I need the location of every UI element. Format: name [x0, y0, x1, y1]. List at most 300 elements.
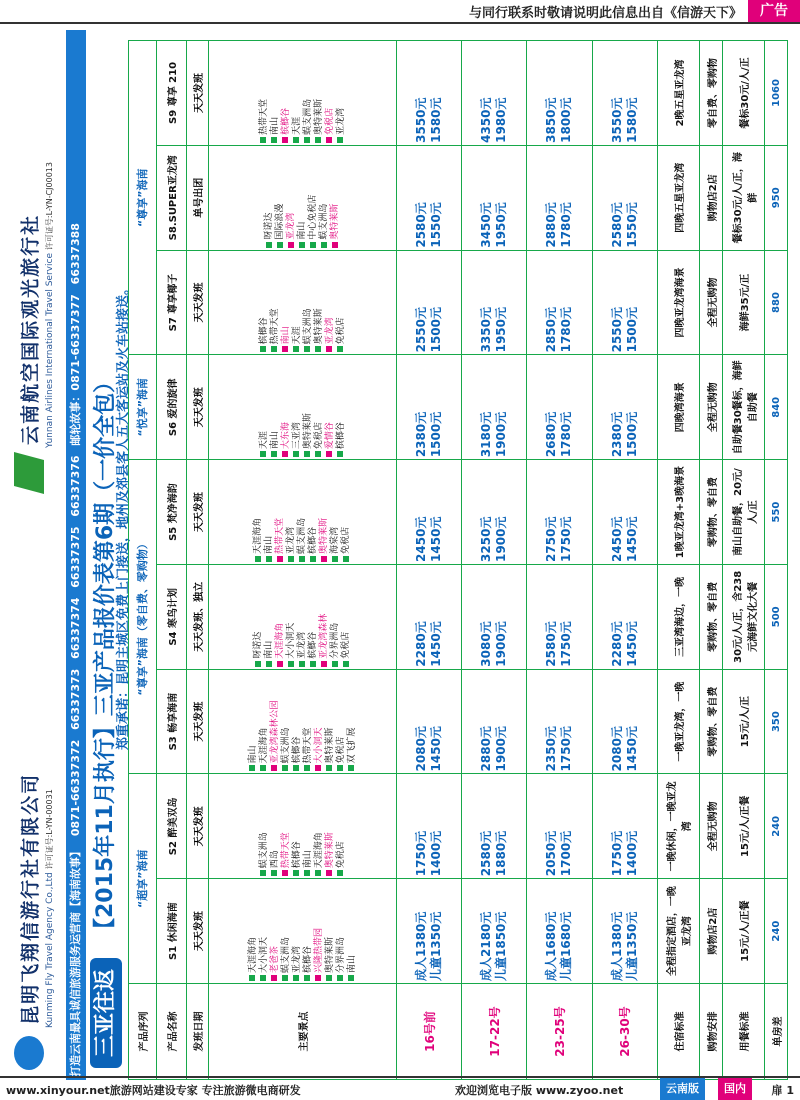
attraction-label: 亚龙湾 [291, 945, 302, 973]
single-cell: 240 [765, 879, 788, 984]
price-value: 1450元 [624, 726, 639, 772]
bullet-icon [288, 556, 294, 562]
price-value: 1750元 [559, 516, 574, 562]
meal-cell: 15元/人/正餐 [722, 774, 765, 879]
price-value: 1450元 [624, 621, 639, 667]
hotel-cell: 四晚亚龙湾海景 [657, 250, 700, 355]
attraction-label: 南山 [280, 326, 291, 345]
price-cell [462, 460, 527, 565]
attraction-item [330, 567, 341, 667]
attractions-cell [209, 41, 397, 146]
attraction-label: 海棠湾 [330, 526, 341, 554]
bullet-icon [337, 870, 343, 876]
price-value: 1400元 [624, 830, 639, 877]
attraction-item [303, 43, 314, 143]
price-row [397, 41, 462, 1080]
bullet-icon [326, 870, 332, 876]
date-label: 17-22号 [462, 984, 527, 1080]
product-name: S9 尊享 210 [156, 41, 186, 146]
agency-b [14, 50, 62, 490]
attraction-item [297, 462, 308, 562]
price-value: 1900元 [494, 726, 509, 772]
product-name: S5 梵净海韵 [156, 460, 186, 565]
price-cell [462, 250, 527, 355]
price-value: 3450元 [479, 202, 494, 248]
attraction-item [292, 776, 303, 876]
bullet-icon [321, 556, 327, 562]
price-value: 儿童1350元 [624, 911, 639, 981]
attraction-label: 奥特莱斯 [330, 203, 341, 240]
price-value: 1980元 [494, 97, 509, 143]
attraction-item [270, 776, 281, 876]
attraction-item [281, 776, 292, 876]
bullet-icon [266, 242, 272, 248]
attraction-item [253, 567, 264, 667]
attraction-item [325, 776, 336, 876]
attractions-row [209, 41, 397, 1080]
bullet-icon [271, 975, 277, 981]
attractions-cell [209, 564, 397, 669]
bullet-icon [249, 975, 255, 981]
price-value: 1500元 [624, 411, 639, 458]
price-value: 2380元 [609, 411, 624, 458]
price-value: 2680元 [544, 411, 559, 458]
bullet-icon [337, 451, 343, 457]
price-value: 儿童1350元 [429, 911, 444, 981]
shopping-cell: 全程无购物 [700, 774, 723, 879]
attractions-cell [209, 460, 397, 565]
attraction-label: 天涯海角 [253, 517, 264, 554]
bullet-icon [266, 556, 272, 562]
meal-cell: 餐标30元/人/正 [722, 41, 765, 146]
price-value: 1450元 [429, 621, 444, 667]
attraction-item [325, 672, 336, 772]
attraction-label: 南山 [264, 640, 275, 659]
attraction-label: 三亚湾 [291, 422, 302, 450]
attraction-item [319, 567, 330, 667]
bullet-icon [293, 975, 299, 981]
attraction-item [281, 672, 292, 772]
attraction-item [336, 357, 347, 457]
product-name: S4 寒鸟计划 [156, 564, 186, 669]
hotel-cell: 一晚亚龙湾，一晚 [657, 669, 700, 774]
departure-cell: 天天发班 [186, 879, 209, 984]
attraction-item [308, 148, 319, 248]
bullet-icon [260, 137, 266, 143]
attractions-cell [209, 669, 397, 774]
attraction-label: 槟榔谷 [291, 736, 302, 764]
attraction-item [264, 462, 275, 562]
attraction-item [270, 357, 281, 457]
attraction-label: 天涯海角 [247, 936, 258, 973]
price-value: 1450元 [624, 516, 639, 562]
attraction-item [270, 43, 281, 143]
attraction-item [308, 567, 319, 667]
hotel-cell: 全程指定酒店，一晚亚龙湾 [657, 879, 700, 984]
attraction-label: 亚龙湾 [286, 212, 297, 240]
agency-b-logo-icon [14, 452, 44, 494]
bullet-icon [304, 451, 310, 457]
price-value: 2380元 [414, 411, 429, 458]
price-cell [527, 879, 592, 984]
departure-cell: 单号出团 [186, 145, 209, 250]
price-row [592, 41, 657, 1080]
product-name: S1 休闲海南 [156, 879, 186, 984]
attraction-label: 天涯 [291, 116, 302, 135]
price-cell [397, 355, 462, 460]
attraction-item [259, 776, 270, 876]
top-bar [0, 0, 800, 24]
attraction-label: 亚龙湾森林 [319, 613, 330, 659]
bullet-icon [282, 765, 288, 771]
bullet-icon [299, 556, 305, 562]
price-value: 2550元 [414, 307, 429, 353]
product-name: S3 畅享海南 [156, 669, 186, 774]
attractions-cell [209, 250, 397, 355]
phone-1: 66337373 [69, 668, 82, 730]
attraction-label: 热带天堂 [269, 308, 280, 345]
price-value: 1500元 [624, 307, 639, 353]
table-row [156, 41, 186, 1080]
bullet-icon [282, 870, 288, 876]
label-departure: 发班日期 [186, 984, 209, 1080]
attraction-label: 天涯海角 [313, 832, 324, 869]
bullet-icon [288, 242, 294, 248]
agency-a-en: Kunming Fly Travel Agency Co.,Ltd [45, 872, 55, 1028]
attraction-label: 亚龙湾 [324, 317, 335, 345]
meal-row [722, 41, 765, 1080]
bullet-icon [315, 765, 321, 771]
attraction-item [314, 776, 325, 876]
price-value: 1400元 [429, 830, 444, 877]
hotel-cell: 三亚湾海边，一晚 [657, 564, 700, 669]
price-cell [592, 460, 657, 565]
bullet-icon [315, 137, 321, 143]
price-value: 1950元 [494, 202, 509, 248]
attraction-label: 分界洲岛 [335, 936, 346, 973]
price-cell [527, 145, 592, 250]
agency-b-en: Yunnan Airlines International Travel Service [45, 253, 55, 448]
price-cell [527, 564, 592, 669]
attraction-item [259, 672, 270, 772]
attractions-cell [209, 774, 397, 879]
single-cell: 1060 [765, 41, 788, 146]
shopping-cell: 零购物、零自费 [700, 460, 723, 565]
single-cell: 840 [765, 355, 788, 460]
meal-cell: 餐标30元/人/正，海鲜 [722, 145, 765, 250]
bullet-icon [266, 661, 272, 667]
price-cell [527, 41, 592, 146]
attraction-item [319, 148, 330, 248]
attraction-label: 亚龙湾 [297, 631, 308, 659]
attraction-label: 热带天堂 [280, 832, 291, 869]
price-value: 2580元 [609, 202, 624, 248]
bullet-icon [260, 870, 266, 876]
single-cell: 550 [765, 460, 788, 565]
phone-last: 66337388 [69, 223, 82, 285]
attraction-label: 亚龙湾 [335, 107, 346, 135]
price-value: 1500元 [429, 411, 444, 458]
attraction-item [286, 462, 297, 562]
bullet-icon [310, 556, 316, 562]
attraction-label: 免税店 [335, 736, 346, 764]
attraction-item [275, 148, 286, 248]
attraction-item [341, 462, 352, 562]
phone-bar [66, 30, 86, 1080]
phone-4: 66337376 [69, 455, 82, 517]
bullet-icon [271, 137, 277, 143]
price-cell [397, 250, 462, 355]
product-name: S8.SUPER亚龙湾 [156, 145, 186, 250]
price-value: 1900元 [494, 516, 509, 562]
attraction-item [347, 881, 358, 981]
bullet-icon [337, 975, 343, 981]
bullet-icon [293, 346, 299, 352]
price-value: 1750元 [609, 830, 624, 877]
price-value: 成人1680元 [544, 911, 559, 981]
price-cell [527, 355, 592, 460]
bullet-icon [277, 661, 283, 667]
bullet-icon [304, 765, 310, 771]
price-cell [527, 250, 592, 355]
bullet-icon [310, 661, 316, 667]
price-cell [592, 564, 657, 669]
attraction-label: 奥特莱斯 [319, 517, 330, 554]
price-cell [462, 669, 527, 774]
attraction-label: 槟榔谷 [302, 945, 313, 973]
bullet-icon [293, 765, 299, 771]
bullet-icon [277, 242, 283, 248]
price-value: 1880元 [494, 830, 509, 877]
departure-cell: 天天发班 [186, 355, 209, 460]
attraction-label: 呀诺达 [253, 631, 264, 659]
phone-2: 66337374 [69, 597, 82, 659]
price-value: 1750元 [559, 621, 574, 667]
bullet-icon [326, 451, 332, 457]
flyer-frame [8, 30, 798, 1080]
attraction-label: 呀诺达 [264, 212, 275, 240]
bullet-icon [332, 661, 338, 667]
date-label: 26-30号 [592, 984, 657, 1080]
price-value: 1450元 [429, 516, 444, 562]
attraction-label: 南山 [269, 116, 280, 135]
single-cell: 350 [765, 669, 788, 774]
label-shopping: 购物安排 [700, 984, 723, 1080]
attraction-label: 奥特莱斯 [324, 832, 335, 869]
bullet-icon [326, 346, 332, 352]
bullet-icon [293, 870, 299, 876]
meal-cell: 自助餐30餐标，海鲜自助餐 [722, 355, 765, 460]
attraction-label: 热带天堂 [302, 727, 313, 764]
price-cell [527, 460, 592, 565]
bullet-icon [332, 242, 338, 248]
bullet-icon [332, 556, 338, 562]
attraction-label: 南山 [269, 431, 280, 450]
attraction-label: 南山 [264, 535, 275, 554]
price-value: 2880元 [479, 726, 494, 772]
price-value: 2580元 [544, 621, 559, 667]
attraction-item [275, 567, 286, 667]
bullet-icon [282, 137, 288, 143]
attraction-label: 天涯海角 [258, 727, 269, 764]
bullet-icon [288, 661, 294, 667]
ad-tag: 广告 [748, 0, 800, 22]
attraction-label: 爱情谷 [324, 422, 335, 450]
price-cell [592, 669, 657, 774]
price-value: 1750元 [414, 830, 429, 877]
meal-cell: 南山自助餐，20元/人/正 [722, 460, 765, 565]
attraction-label: 分界洲岛 [330, 622, 341, 659]
attraction-label: 奥特莱斯 [313, 308, 324, 345]
meal-cell: 15元/人/正餐 [722, 879, 765, 984]
shopping-cell: 全程无购物 [700, 250, 723, 355]
bullet-icon [255, 556, 261, 562]
price-value: 1780元 [559, 307, 574, 353]
group-4: “尊享”海南 [129, 41, 157, 355]
attraction-item [264, 148, 275, 248]
rotated-flyer [8, 30, 798, 1080]
bullet-icon [337, 137, 343, 143]
attraction-label: 免税店 [341, 526, 352, 554]
attraction-item [281, 357, 292, 457]
price-value: 成人1380元 [609, 911, 624, 981]
attraction-label: 南山 [297, 221, 308, 240]
price-value: 2280元 [414, 621, 429, 667]
hotel-cell: 一晚休闲，一晚亚龙湾 [657, 774, 700, 879]
agency-b-license: 许可证号:L-YN-CJ00013 [45, 162, 54, 251]
bullet-icon [337, 765, 343, 771]
attraction-item [336, 776, 347, 876]
price-value: 儿童1680元 [559, 911, 574, 981]
attraction-item [336, 672, 347, 772]
price-value: 2580元 [414, 202, 429, 248]
price-value: 3250元 [479, 516, 494, 562]
date-label: 23-25号 [527, 984, 592, 1080]
attraction-item [253, 462, 264, 562]
price-value: 2080元 [609, 726, 624, 772]
price-value: 成人1380元 [414, 911, 429, 981]
hotel-cell: 四晚五星亚龙湾 [657, 145, 700, 250]
attraction-label: 大小洞天 [258, 936, 269, 973]
shopping-cell: 零购物、零自费 [700, 564, 723, 669]
attraction-item [325, 253, 336, 353]
attraction-item [341, 567, 352, 667]
attraction-item [248, 881, 259, 981]
attraction-label: 免税店 [335, 317, 346, 345]
attraction-label: 免税店 [324, 107, 335, 135]
bullet-icon [348, 765, 354, 771]
product-name: S6 爱的旋律 [156, 355, 186, 460]
shopping-cell: 零自费、零购物 [700, 41, 723, 146]
price-value: 2280元 [609, 621, 624, 667]
group-1: “超享”海南 [129, 774, 157, 984]
attraction-label: 老爸茶 [269, 945, 280, 973]
attraction-item [259, 253, 270, 353]
bullet-icon [271, 346, 277, 352]
bullet-icon [315, 451, 321, 457]
single-row [765, 41, 788, 1080]
bullet-icon [304, 870, 310, 876]
attraction-item [325, 357, 336, 457]
attraction-item [314, 672, 325, 772]
attraction-label: 亚龙湾 [286, 526, 297, 554]
route-badge: 三亚往返 [90, 958, 122, 1068]
shopping-cell: 购物店2店 [700, 145, 723, 250]
phone-main: 0871-66337372 [69, 739, 82, 837]
price-cell [397, 879, 462, 984]
attraction-label: 大小洞天 [286, 622, 297, 659]
departure-cell: 天天发班 [186, 41, 209, 146]
attraction-label: 奥特莱斯 [302, 413, 313, 450]
bullet-icon [282, 451, 288, 457]
label-product-order: 产品序列 [129, 984, 157, 1080]
slogan: 打造云南最具诚信旅游服务运营商【海南故事】 [69, 846, 82, 1077]
attraction-item [292, 43, 303, 143]
attraction-label: 南山 [302, 850, 313, 869]
attraction-item [336, 881, 347, 981]
attraction-item [292, 881, 303, 981]
price-cell [592, 774, 657, 879]
bullet-icon [282, 975, 288, 981]
bullet-icon [299, 661, 305, 667]
price-value: 成人2180元 [479, 911, 494, 981]
bullet-icon [304, 346, 310, 352]
price-value: 2580元 [479, 830, 494, 877]
price-cell [462, 41, 527, 146]
price-cell [397, 41, 462, 146]
departure-cell: 天天发班 [186, 669, 209, 774]
meal-cell: 30元/人/正，含238元海鲜文化大餐 [722, 564, 765, 669]
edition-tag: 云南版 [660, 1078, 705, 1100]
bullet-icon [315, 975, 321, 981]
attraction-item [281, 881, 292, 981]
attraction-label: 国际浪漫 [275, 203, 286, 240]
attraction-item [286, 148, 297, 248]
price-value: 2550元 [609, 307, 624, 353]
attraction-item [292, 253, 303, 353]
price-cell [527, 669, 592, 774]
bullet-icon [321, 242, 327, 248]
attraction-item [264, 567, 275, 667]
bullet-icon [282, 346, 288, 352]
attraction-label: 蜈支洲岛 [280, 727, 291, 764]
shopping-cell: 零购物、零自费 [700, 669, 723, 774]
attraction-item [275, 462, 286, 562]
price-value: 1580元 [429, 97, 444, 143]
price-cell [397, 564, 462, 669]
price-value: 3350元 [479, 307, 494, 353]
attraction-item [270, 253, 281, 353]
label-hotel: 住宿标准 [657, 984, 700, 1080]
meal-cell: 海鲜35元/正 [722, 250, 765, 355]
attraction-label: 蜈支洲岛 [302, 308, 313, 345]
attraction-label: 天涯 [291, 326, 302, 345]
bullet-icon [348, 975, 354, 981]
price-value: 3550元 [609, 97, 624, 143]
attractions-cell [209, 145, 397, 250]
price-cell [527, 774, 592, 879]
bullet-icon [321, 661, 327, 667]
phone-3: 66337375 [69, 526, 82, 588]
bottom-bar [0, 1076, 800, 1100]
attraction-item [292, 672, 303, 772]
price-cell [462, 879, 527, 984]
departure-cell: 天天发班 [186, 250, 209, 355]
price-value: 2850元 [544, 307, 559, 353]
attraction-item [259, 43, 270, 143]
price-value: 1780元 [559, 202, 574, 248]
attraction-label: 槟榔谷 [291, 841, 302, 869]
